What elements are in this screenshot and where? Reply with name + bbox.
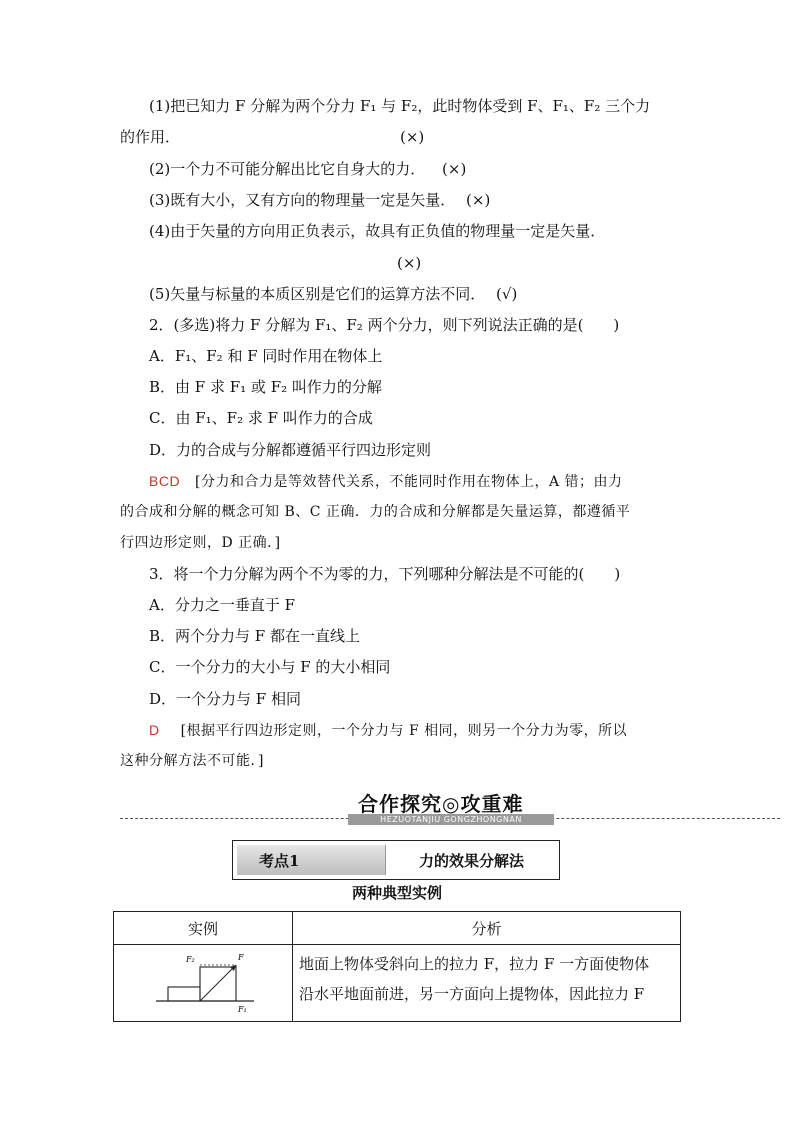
q2-option-a: A．F₁、F₂ 和 F 同时作用在物体上	[149, 347, 383, 365]
judgement-3-mark: (×)	[466, 191, 491, 209]
q2-option-c: C．由 F₁、F₂ 求 F 叫作力的合成	[149, 409, 373, 427]
q2-explain-text: [分力和合力是等效替代关系，不能同时作用在物体上，A 错；由力	[195, 474, 623, 490]
kaodian-box	[232, 840, 560, 880]
judgement-4-mark: (×)	[397, 254, 422, 272]
section-subtitle: 两种典型实例	[351, 884, 442, 902]
header-example: 实例	[114, 912, 293, 945]
judgement-1-line2: 的作用．	[120, 128, 181, 146]
analysis-line2: 沿水平地面前进，另一方面向上提物体，因此拉力 F	[299, 985, 645, 1003]
judgement-5	[149, 284, 517, 304]
q2-explain-line3: 行四边形定则，D 正确．]	[120, 535, 281, 551]
judgement-3	[149, 190, 490, 210]
judgement-5-text: (5)矢量与标量的本质区别是它们的运算方法不同．	[149, 285, 486, 303]
banner-title: 合作探究◎攻重难	[358, 792, 524, 816]
banner-pinyin: HEZUOTANJIU GONGZHONGNAN	[348, 814, 554, 825]
judgement-2-mark: (×)	[442, 160, 467, 178]
q3-stem: 3．将一个力分解为两个不为零的力，下列哪种分解法是不可能的( )	[149, 565, 621, 583]
judgement-2-text: (2)一个力不可能分解出比它自身大的力．	[149, 160, 426, 178]
q3-answer: D	[149, 722, 160, 738]
header-analysis: 分析	[293, 912, 681, 945]
q3-option-c: C．一个分力的大小与 F 的大小相同	[149, 658, 391, 676]
q3-explain-line2: 这种分解方法不可能．]	[120, 753, 264, 769]
label-f: F	[238, 953, 244, 962]
judgement-1-line1: (1)把已知力 F 分解为两个分力 F₁ 与 F₂，此时物体受到 F、F₁、F₂ 三个力	[149, 97, 651, 115]
judgement-1-mark: (×)	[400, 128, 425, 146]
kaodian-title: 力的效果分解法	[419, 852, 525, 870]
q2-option-d: D．力的合成与分解都遵循平行四边形定则	[149, 441, 432, 459]
q2-option-b: B．由 F 求 F₁ 或 F₂ 叫作力的分解	[149, 378, 382, 396]
analysis-line1: 地面上物体受斜向上的拉力 F，拉力 F 一方面使物体	[299, 955, 650, 973]
q3-option-a: A．分力之一垂直于 F	[149, 596, 296, 614]
q2-explain-line2: 的合成和分解的概念可知 B、C 正确．力的合成和分解都是矢量运算，都遵循平	[120, 504, 631, 520]
q3-explain-line1	[149, 720, 627, 741]
kaodian-tag-label: 考点1	[259, 852, 300, 870]
example-table	[113, 911, 681, 1022]
q2-answer: BCD	[149, 473, 181, 489]
force-diagram	[114, 945, 290, 1017]
q3-option-d: D．一个分力与 F 相同	[149, 690, 301, 708]
judgement-5-mark: (√)	[496, 285, 518, 303]
analysis-cell	[293, 945, 681, 1022]
label-f2: F₂	[186, 955, 195, 964]
f-vector	[200, 965, 236, 1001]
judgement-3-text: (3)既有大小，又有方向的物理量一定是矢量．	[149, 191, 456, 209]
label-f1: F₁	[238, 1005, 247, 1014]
table-header-row	[114, 912, 681, 945]
q3-explain-text: [根据平行四边形定则，一个分力与 F 相同，则另一个分力为零，所以	[180, 723, 628, 739]
q3-option-b: B．两个分力与 F 都在一直线上	[149, 627, 360, 645]
judgement-4-line1: (4)由于矢量的方向用正负表示，故具有正负值的物理量一定是矢量．	[149, 222, 606, 240]
block-left	[168, 987, 200, 1001]
force-diagram-cell	[114, 945, 293, 1022]
q2-stem: 2．(多选)将力 F 分解为 F₁、F₂ 两个分力，则下列说法正确的是( )	[149, 316, 620, 334]
table-row	[114, 945, 681, 1022]
kaodian-tag	[237, 845, 386, 875]
section-banner	[120, 790, 780, 826]
judgement-2	[149, 159, 466, 179]
q2-explain-line1	[149, 471, 623, 492]
